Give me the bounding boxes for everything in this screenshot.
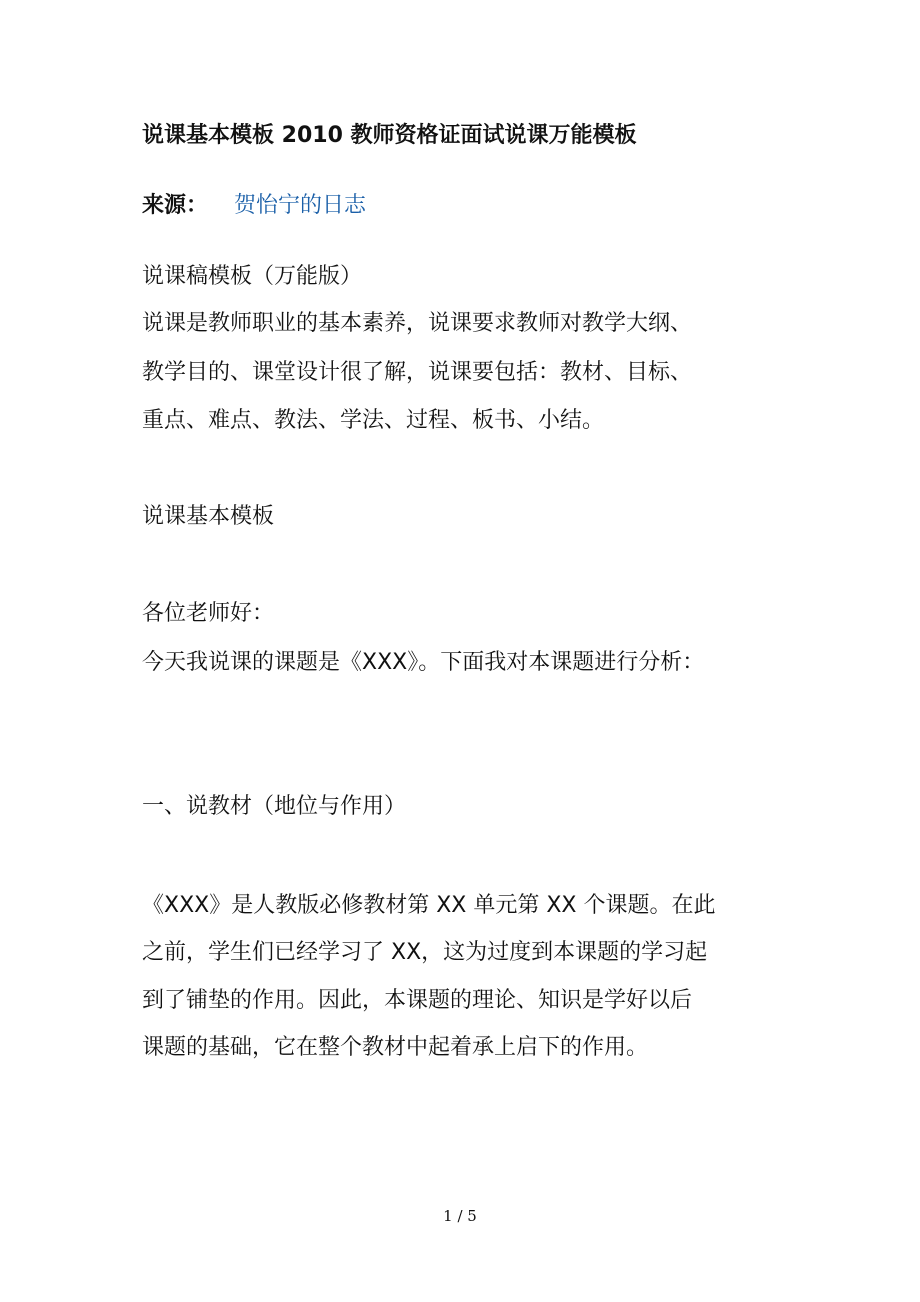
intro-line: 重点、难点、教法、学法、过程、板书、小结。 <box>142 408 605 433</box>
topic-line: 今天我说课的课题是《XXX》。下面我对本课题进行分析： <box>142 650 705 675</box>
intro-heading: 说课稿模板（万能版） <box>142 264 363 289</box>
section1-line: 到了铺垫的作用。因此，本课题的理论、知识是学好以后 <box>142 988 693 1013</box>
template-heading: 说课基本模板 <box>142 504 275 529</box>
page-number: 1 / 5 <box>443 1207 477 1225</box>
section1-line: 《XXX》是人教版必修教材第 XX 单元第 XX 个课题。在此 <box>142 893 716 918</box>
section1-heading: 一、说教材（地位与作用） <box>142 794 407 819</box>
greeting: 各位老师好： <box>142 601 275 626</box>
section1-line: 之前，学生们已经学习了 XX，这为过度到本课题的学习起 <box>142 940 708 965</box>
intro-line: 教学目的、课堂设计很了解，说课要包括：教材、目标、 <box>142 360 693 385</box>
document-title: 说课基本模板 2010 教师资格证面试说课万能模板 <box>142 123 637 148</box>
source-line <box>142 191 366 221</box>
section1-line: 课题的基础，它在整个教材中起着承上启下的作用。 <box>142 1035 649 1060</box>
source-link[interactable]: 贺怡宁的日志 <box>234 193 367 218</box>
intro-line: 说课是教师职业的基本素养，说课要求教师对教学大纲、 <box>142 311 693 336</box>
source-label: 来源： <box>142 193 209 218</box>
